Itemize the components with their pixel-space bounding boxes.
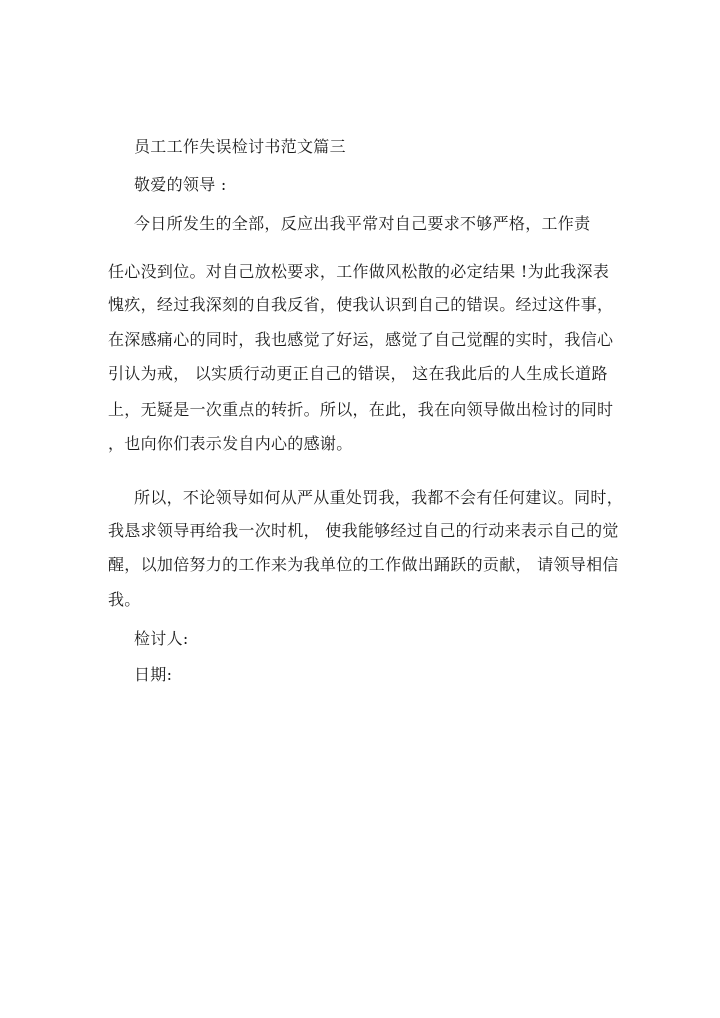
signature-label: 检讨人: <box>134 629 189 648</box>
paragraph-1-line-6: 上，无疑是一次重点的转折。所以，在此，我在向领导做出检讨的同时 <box>108 400 614 419</box>
paragraph-2-line-3: 醒，以加倍努力的工作来为我单位的工作做出踊跃的贡献， 请领导相信 <box>108 555 619 574</box>
salutation: 敬爱的领导 : <box>134 175 227 194</box>
paragraph-2-line-2: 我恳求领导再给我一次时机， 使我能够经过自己的行动来表示自己的觉 <box>108 521 619 540</box>
paragraph-1-line-2: 任心没到位。对自己放松要求，工作做风松散的必定结果 !为此我深表 <box>108 262 610 281</box>
paragraph-2-line-4: 我。 <box>108 590 141 609</box>
date-label: 日期: <box>134 665 173 684</box>
paragraph-1-line-1: 今日所发生的全部，反应出我平常对自己要求不够严格，工作责 <box>134 214 591 233</box>
paragraph-1-line-3: 愧疚，经过我深刻的自我反省，使我认识到自己的错误。经过这件事， <box>108 295 614 314</box>
document-title: 员工工作失误检讨书范文篇三 <box>134 137 346 156</box>
paragraph-1-line-5: 引认为戒， 以实质行动更正自己的错误， 这在我此后的人生成长道路 <box>108 364 608 383</box>
paragraph-1-line-4: 在深感痛心的同时，我也感觉了好运，感觉了自己觉醒的实时，我信心 <box>108 330 614 349</box>
paragraph-2-line-1: 所以，不论领导如何从严从重处罚我，我都不会有任何建议。同时， <box>134 488 624 507</box>
paragraph-1-line-7: ，也向你们表示发自内心的感谢。 <box>108 434 353 453</box>
